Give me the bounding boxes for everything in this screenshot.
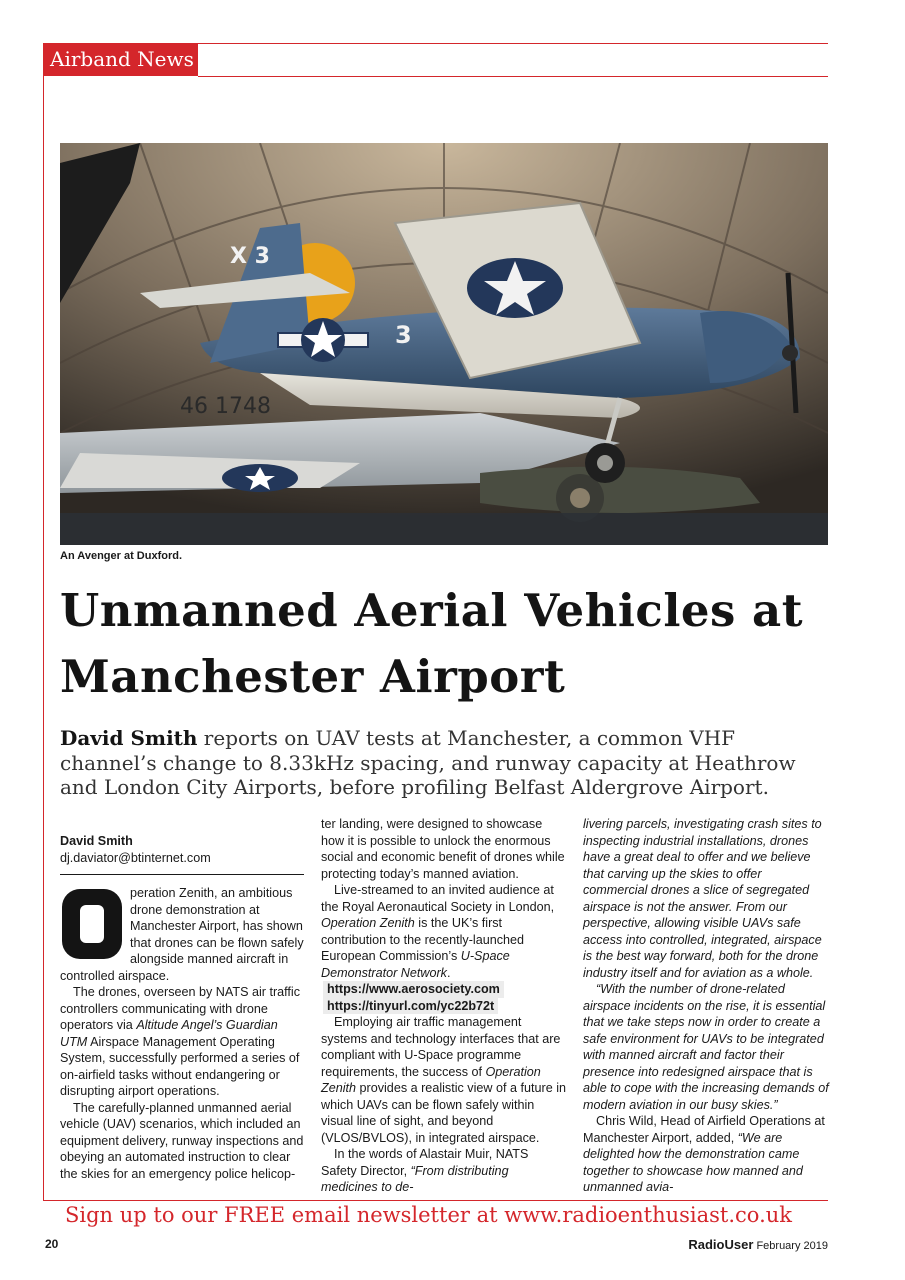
quote-paragraph: “With the number of drone-related airspace incidents on the rise, it is essential that we take steps now in order to create a safe environment for UAVs to be integrated with manned aircraft and factor their presence into redesigned airspace that is able to cope with the increasing demands of modern aviation in our busy skies.”	[583, 982, 829, 1112]
masthead	[688, 1237, 828, 1252]
byline-name: David Smith	[60, 834, 133, 848]
headline-line-1: Unmanned Aerial Vehicles at	[60, 584, 803, 637]
headline-line-2: Manchester Airport	[60, 650, 566, 703]
column-1	[60, 816, 304, 1182]
byline-rule	[60, 874, 304, 875]
headline	[60, 578, 850, 710]
hero-photo	[60, 143, 828, 545]
lower-star-insignia	[222, 464, 298, 492]
paragraph: The drones, overseen by NATS air traffic controllers communicating with drone operators via Altitude Angel’s Guardian UTM Airspace Management Operating System, successfully performed a series of on-airfield tasks without endangering or disrupting airport operations.	[60, 985, 301, 1098]
wing-star-insignia	[467, 258, 563, 318]
section-tag: Airband News	[43, 43, 198, 76]
hangar-floor	[60, 513, 828, 545]
url-tinyurl[interactable]: https://tinyurl.com/yc22b72t	[323, 998, 498, 1015]
photo-caption: An Avenger at Duxford.	[60, 550, 183, 562]
standfirst-text: reports on UAV tests at Manchester, a common VHF channel’s change to 8.33kHz spacing, and runway capacity at Heathrow and London City Airports, before profiling Belfast Aldergrove Airport.	[60, 726, 796, 799]
magazine-name: RadioUser	[688, 1237, 754, 1252]
drop-cap-letter: O	[67, 893, 117, 959]
drop-cap-o	[60, 887, 124, 961]
tail-marking: X 3	[230, 244, 270, 269]
page-number: 20	[45, 1237, 59, 1251]
paragraph: peration Zenith, an ambitious drone demonstration at Manchester Airport, has shown that drones can be flown safely alongside manned aircraft in controlled airspace.	[60, 886, 304, 983]
paragraph: Employing air traffic management systems and technology interfaces that are compliant with U-Space programme requirements, the success of Operation Zenith provides a realistic view of a future in which UAVs can be flown safely within visual line of sight, and beyond (VLOS/BVLOS), in integrated airspace.	[321, 1015, 567, 1145]
paragraph: The carefully-planned unmanned aerial vehicle (UAV) scenarios, which included an equipment delivery, runway inspections and obeying an automated instruction to clear the skies for an emergency police helicop-	[60, 1100, 304, 1181]
fuselage-number: 3	[395, 321, 412, 349]
column-3	[583, 816, 829, 1196]
column-2	[321, 816, 567, 1196]
paragraph: Live-streamed to an invited audience at the Royal Aeronautical Society in London, Operation Zenith is the UK’s first contribution to the recently-launched European Commission’s U-Space Demonstrator Network.	[321, 883, 555, 980]
b17-serial: 46 1748	[180, 394, 271, 419]
issue-date: February 2019	[753, 1240, 828, 1252]
paragraph: In the words of Alastair Muir, NATS Safety Director, “From distributing medicines to de-	[321, 1147, 529, 1194]
paragraph: Chris Wild, Head of Airfield Operations at Manchester Airport, added, “We are delighted how the demonstration came together to showcase how manned and unmanned avia-	[583, 1114, 825, 1194]
newsletter-signup-link[interactable]: Sign up to our FREE email newsletter at www.radioenthusiast.co.uk	[65, 1203, 792, 1227]
header-rule-lower	[198, 76, 828, 77]
quote-paragraph: livering parcels, investigating crash sites to inspecting industrial installations, drones have a great deal to offer and we believe that carving up the skies to offer commercial drones a slice of segregated airspace is not the answer. From our perspective, allowing visible UAVs safe access into controlled, integrated, airspace is the best way forward, both for the drone industry itself and for aviation as a whole.	[583, 817, 822, 980]
avenger-photo-illustration	[60, 143, 828, 545]
byline-email[interactable]: dj.daviator@btinternet.com	[60, 850, 211, 865]
paragraph: ter landing, were designed to showcase how it is possible to unlock the enormous social and economic benefit of drones while protecting today’s manned aviation.	[321, 817, 565, 881]
standfirst-author: David Smith	[60, 726, 198, 750]
page-frame-left	[43, 43, 44, 1201]
url-aerosociety[interactable]: https://www.aerosociety.com	[323, 981, 504, 998]
standfirst	[60, 726, 828, 800]
footer-rule	[43, 1200, 828, 1201]
